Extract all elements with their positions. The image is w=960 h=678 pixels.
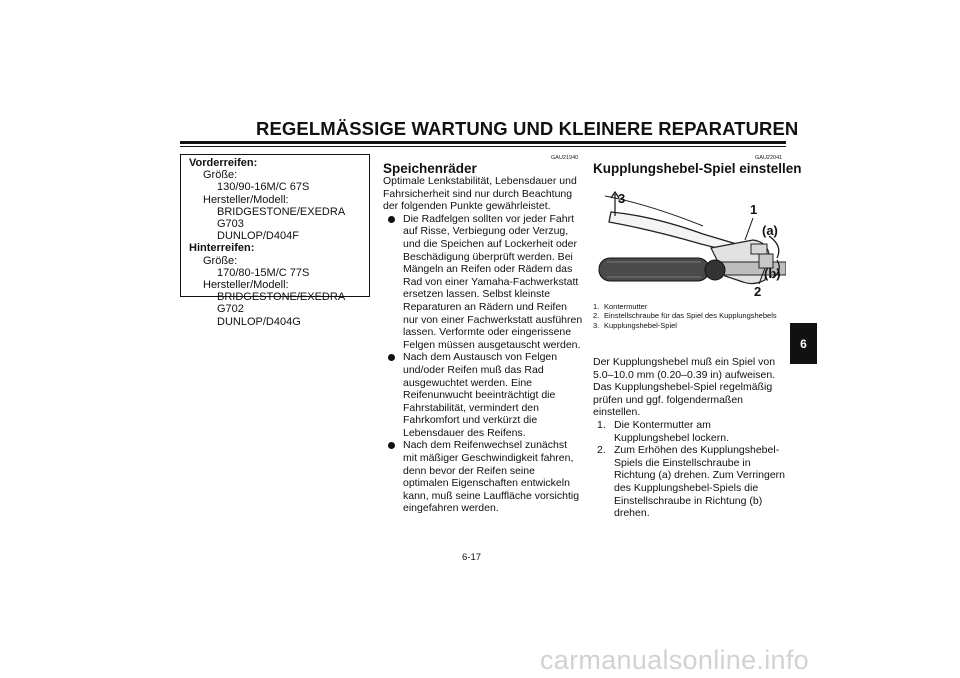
clutch-body <box>593 356 786 520</box>
figure-captions <box>593 302 783 330</box>
spec-label: Hersteller/Modell: <box>203 193 289 206</box>
caption-number: 3. <box>593 320 600 330</box>
spec-value: BRIDGESTONE/EXEDRA G703 <box>217 205 345 231</box>
caption-item <box>593 302 783 311</box>
bullet-item <box>383 351 583 439</box>
page-header-title: REGELMÄSSIGE WARTUNG UND KLEINERE REPARATUREN <box>256 118 799 139</box>
header-rule-thick <box>180 141 786 144</box>
step-text: Die Kontermutter am Kupplungshebel lockern. <box>614 418 729 444</box>
front-tire-heading: Vorderreifen: <box>189 157 258 169</box>
bullet-text: Nach dem Reifenwechsel zunächst mit mäßiger Geschwindigkeit fahren, denn bevor der Reifen seine optimalen Eigenschaften entwickeln kann, muß seine Lauffläche vorsichtig eingefahren werden. <box>403 439 580 515</box>
caption-number: 1. <box>593 302 600 311</box>
caption-number: 2. <box>593 311 600 321</box>
bullet-item <box>383 213 583 352</box>
spec-value: DUNLOP/D404G <box>217 315 301 328</box>
bullet-text: Die Radfelgen sollten vor jeder Fahrt auf Risse, Verbiegung oder Verzug, und die Speichen auf Lockerheit oder Beschädigung überprüft werden. Bei Mängeln an Reifen oder Rädern das Rad von einer Yamaha-Fachwerkstatt ersetzen lassen. Selbst kleinste Reparaturen an Rädern und Reifen nur von einer Fachwerkstatt ausführen lassen. Verformte oder eingerissene Felgen müssen ausgetauscht werden. <box>403 212 583 351</box>
step-number: 1. <box>597 418 606 431</box>
caption-item <box>593 321 783 330</box>
step-item <box>593 444 786 520</box>
figure-label-1: 1 <box>750 202 758 217</box>
bullet-item <box>383 439 583 515</box>
caption-text: Kupplungshebel-Spiel <box>604 320 677 330</box>
spec-label: Hersteller/Modell: <box>203 279 289 292</box>
clutch-intro: Der Kupplungshebel muß ein Spiel von 5.0–10.0 mm (0.20–0.39 in) aufweisen. Das Kupplungshebel-Spiel regelmäßig prüfen und ggf. folgendermaßen einstellen. <box>593 356 776 419</box>
spec-value: BRIDGESTONE/EXEDRA G702 <box>217 291 345 316</box>
spokes-intro: Optimale Lenkstabilität, Lebensdauer und Fahrsicherheit sind nur durch Beachtung der folgenden Punkte gewährleistet. <box>383 175 577 213</box>
spokes-body <box>383 175 583 515</box>
figure-label-2: 2 <box>754 284 762 297</box>
header-rule-thin <box>180 146 786 147</box>
bullet-dot <box>388 354 395 361</box>
spec-value: 130/90-16M/C 67S <box>217 181 310 194</box>
spec-value: 170/80-15M/C 77S <box>217 266 310 279</box>
step-text: Zum Erhöhen des Kupplungshebel-Spiels die Einstellschraube in Richtung (a) drehen. Zum Verringern des Kupplungshebel-Spiels die Einstellschraube in Richtung (b) drehen. <box>614 444 785 520</box>
figure-label-3: 3 <box>618 191 626 206</box>
figure-label-a: (a) <box>762 223 778 238</box>
clutch-lever-figure <box>593 182 786 297</box>
page-number: 6-17 <box>462 552 482 563</box>
step-number: 2. <box>597 444 606 457</box>
bullet-dot <box>388 216 395 223</box>
section-code: GAU22041 <box>755 155 783 161</box>
tire-spec-box <box>180 154 370 328</box>
spec-label: Größe: <box>203 169 238 182</box>
caption-text: Einstellschraube für das Spiel des Kupplungshebels <box>604 311 777 321</box>
section-title-clutch: Kupplungshebel-Spiel einstellen <box>593 161 802 176</box>
spec-label: Größe: <box>203 254 238 267</box>
bullet-dot <box>388 442 395 449</box>
caption-item <box>593 311 783 320</box>
chapter-tab: 6 <box>790 323 817 364</box>
section-title-spokes: Speichenräder <box>383 161 477 176</box>
figure-label-b: (b) <box>764 266 781 281</box>
clutch-steps <box>593 419 786 520</box>
section-code: GAU21940 <box>551 155 579 161</box>
step-item <box>593 419 786 444</box>
caption-text: Kontermutter <box>604 302 648 311</box>
rear-tire-heading: Hinterreifen: <box>189 242 255 255</box>
bullet-text: Nach dem Austausch von Felgen und/oder Reifen muß das Rad ausgewuchtet werden. Eine Reifenunwucht beeinträchtigt die Fahrstabilität, vermindert den Fahrkomfort und verkürzt die Lebensdauer des Reifens. <box>403 351 558 439</box>
spec-value: DUNLOP/D404F <box>217 230 299 243</box>
watermark: carmanualsonline.info <box>540 645 809 675</box>
